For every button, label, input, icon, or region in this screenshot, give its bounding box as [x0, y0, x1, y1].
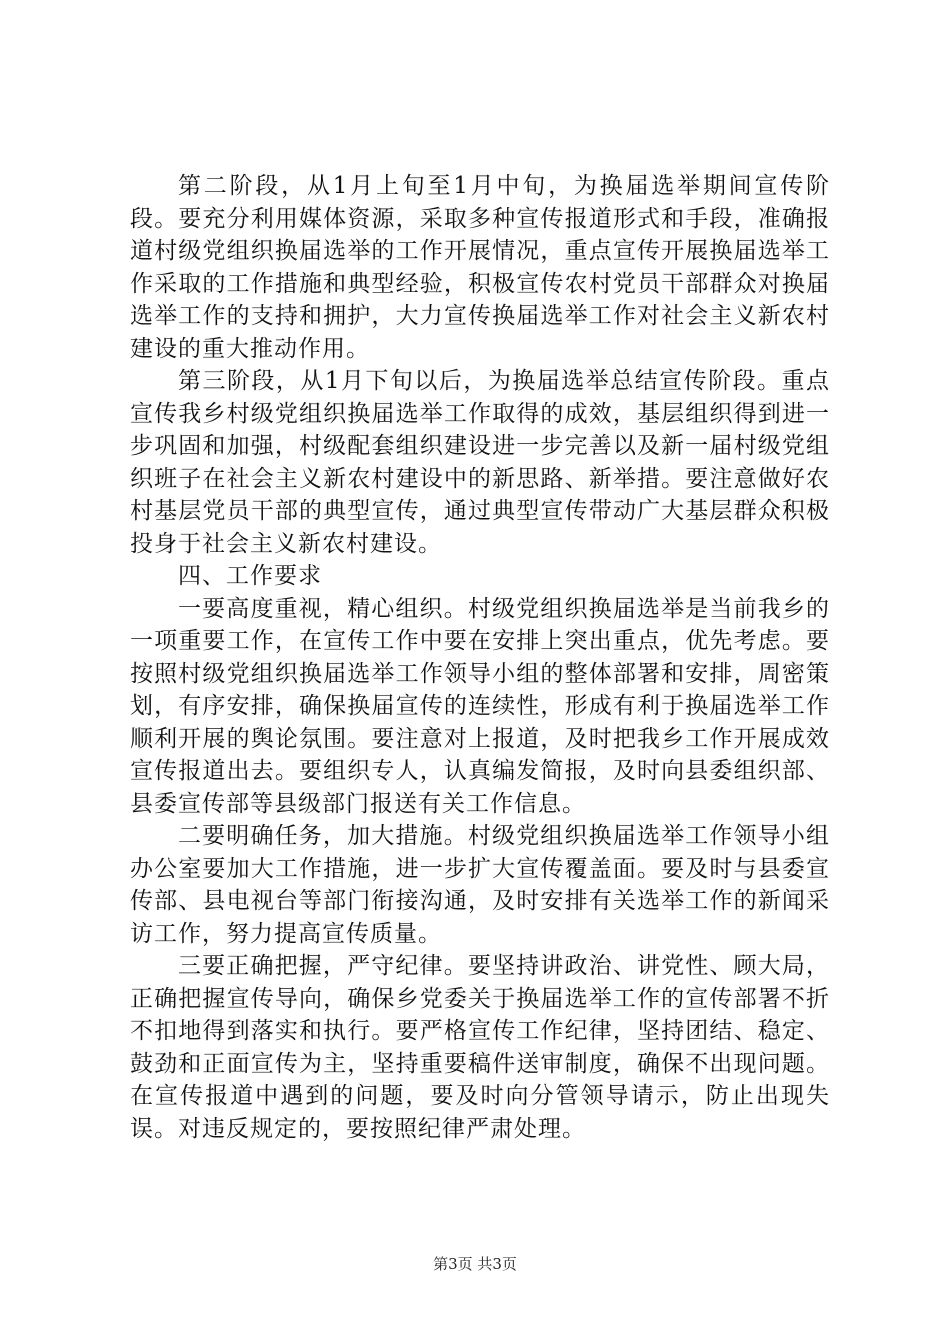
page-number-footer: 第3页 共3页: [433, 1255, 517, 1273]
paragraph-stage-two: 第二阶段，从1月上旬至1月中旬，为换届选举期间宣传阶段。要充分利用媒体资源，采取多种宣传报道形式和手段，准确报道村级党组织换届选举的工作开展情况，重点宣传开展换届选举工作采取的工作措施和典型经验，积极宣传农村党员干部群众对换届选举工作的支持和拥护，大力宣传换届选举工作对社会主义新农村建设的重大推动作用。: [130, 173, 830, 362]
paragraph-requirement-two: 二要明确任务，加大措施。村级党组织换届选举工作领导小组办公室要加大工作措施，进一步扩大宣传覆盖面。要及时与县委宣传部、县电视台等部门衔接沟通，及时安排有关选举工作的新闻采访工作，努力提高宣传质量。: [130, 823, 830, 947]
section-heading-work-requirements: 四、工作要求: [178, 563, 322, 589]
paragraph-requirement-three: 三要正确把握，严守纪律。要坚持讲政治、讲党性、顾大局，正确把握宣传导向，确保乡党委关于换届选举工作的宣传部署不折不扣地得到落实和执行。要严格宣传工作纪律，坚持团结、稳定、鼓劲和正面宣传为主，坚持重要稿件送审制度，确保不出现问题。在宣传报道中遇到的问题，要及时向分管领导请示，防止出现失误。对违反规定的，要按照纪律严肃处理。: [130, 953, 830, 1142]
paragraph-requirement-one: 一要高度重视，精心组织。村级党组织换届选举是当前我乡的一项重要工作，在宣传工作中要在安排上突出重点，优先考虑。要按照村级党组织换届选举工作领导小组的整体部署和安排，周密策划，有序安排，确保换届宣传的连续性，形成有利于换届选举工作顺利开展的舆论氛围。要注意对上报道，及时把我乡工作开展成效宣传报道出去。要组织专人，认真编发简报，及时向县委组织部、县委宣传部等县级部门报送有关工作信息。: [130, 595, 830, 817]
paragraph-stage-three: 第三阶段，从1月下旬以后，为换届选举总结宣传阶段。重点宣传我乡村级党组织换届选举工作取得的成效，基层组织得到进一步巩固和加强，村级配套组织建设进一步完善以及新一届村级党组织班子在社会主义新农村建设中的新思路、新举措。要注意做好农村基层党员干部的典型宣传，通过典型宣传带动广大基层群众积极投身于社会主义新农村建设。: [130, 368, 830, 557]
document-body: [130, 170, 830, 1145]
